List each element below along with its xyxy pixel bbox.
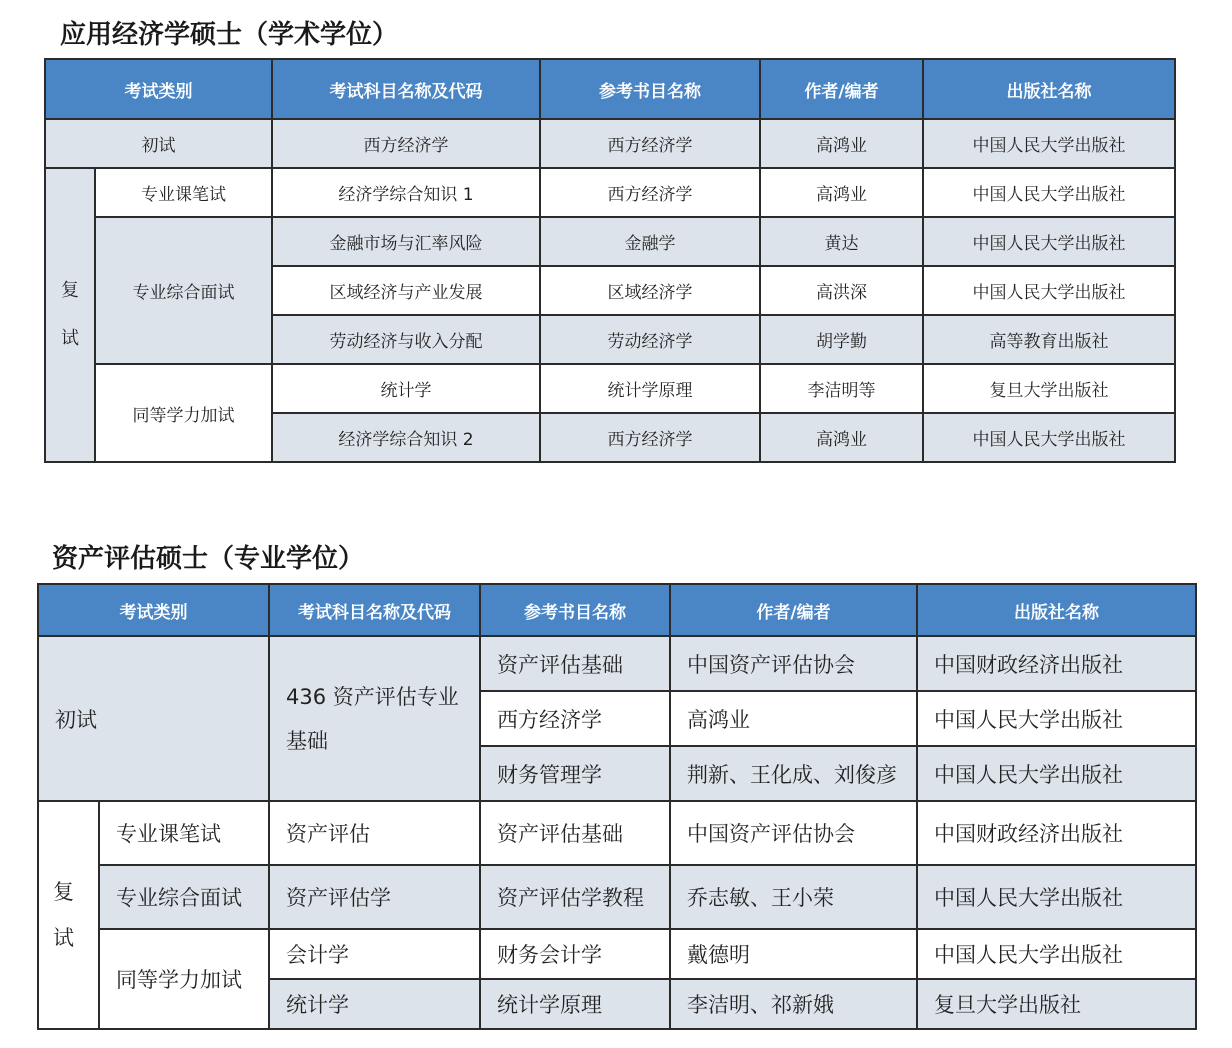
subcategory-cell: 专业课笔试 bbox=[99, 801, 269, 865]
fushi-label-bottom: 试 bbox=[53, 926, 74, 950]
header-author: 作者/编者 bbox=[670, 584, 917, 636]
table-row bbox=[45, 364, 1175, 413]
author-cell: 高洪深 bbox=[760, 266, 923, 315]
table-row bbox=[45, 217, 1175, 266]
subject-line: 436 资产评估专业 bbox=[286, 684, 459, 709]
table-header-row bbox=[45, 59, 1175, 119]
publisher-cell: 中国财政经济出版社 bbox=[917, 636, 1196, 691]
author-cell: 乔志敏、王小荣 bbox=[670, 865, 917, 929]
header-category: 考试类别 bbox=[38, 584, 269, 636]
header-subject: 考试科目名称及代码 bbox=[269, 584, 480, 636]
subject-cell: 统计学 bbox=[269, 979, 480, 1029]
author-cell: 戴德明 bbox=[670, 929, 917, 979]
table-row bbox=[38, 929, 1196, 979]
table-row bbox=[45, 168, 1175, 217]
fushi-label-bottom: 试 bbox=[61, 328, 79, 349]
publisher-cell: 中国人民大学出版社 bbox=[917, 746, 1196, 801]
publisher-cell: 中国人民大学出版社 bbox=[923, 168, 1175, 217]
publisher-cell: 复旦大学出版社 bbox=[923, 364, 1175, 413]
subject-cell: 会计学 bbox=[269, 929, 480, 979]
book-cell: 财务会计学 bbox=[480, 929, 670, 979]
fushi-category-cell bbox=[45, 168, 95, 462]
subject-line: 基础 bbox=[286, 728, 328, 753]
table-row bbox=[38, 865, 1196, 929]
publisher-cell: 复旦大学出版社 bbox=[917, 979, 1196, 1029]
subcategory-cell: 专业综合面试 bbox=[95, 217, 272, 364]
book-cell: 西方经济学 bbox=[540, 119, 760, 168]
book-cell: 金融学 bbox=[540, 217, 760, 266]
subject-cell: 西方经济学 bbox=[272, 119, 540, 168]
header-publisher: 出版社名称 bbox=[917, 584, 1196, 636]
subject-cell: 统计学 bbox=[272, 364, 540, 413]
category-cell: 初试 bbox=[45, 119, 272, 168]
book-cell: 财务管理学 bbox=[480, 746, 670, 801]
publisher-cell: 高等教育出版社 bbox=[923, 315, 1175, 364]
book-cell: 西方经济学 bbox=[540, 168, 760, 217]
fushi-category-cell bbox=[38, 801, 99, 1029]
section-title-professional: 资产评估硕士（专业学位） bbox=[52, 544, 365, 574]
subject-cell: 经济学综合知识 1 bbox=[272, 168, 540, 217]
section-title-academic: 应用经济学硕士（学术学位） bbox=[60, 20, 399, 50]
author-cell: 李洁明、祁新娥 bbox=[670, 979, 917, 1029]
category-cell: 初试 bbox=[38, 636, 269, 801]
header-category: 考试类别 bbox=[45, 59, 272, 119]
publisher-cell: 中国财政经济出版社 bbox=[917, 801, 1196, 865]
publisher-cell: 中国人民大学出版社 bbox=[923, 119, 1175, 168]
publisher-cell: 中国人民大学出版社 bbox=[917, 865, 1196, 929]
author-cell: 中国资产评估协会 bbox=[670, 636, 917, 691]
book-cell: 区域经济学 bbox=[540, 266, 760, 315]
professional-exam-table bbox=[37, 583, 1197, 1030]
book-cell: 西方经济学 bbox=[540, 413, 760, 462]
author-cell: 高鸿业 bbox=[760, 119, 923, 168]
publisher-cell: 中国人民大学出版社 bbox=[923, 217, 1175, 266]
subcategory-cell: 同等学力加试 bbox=[95, 364, 272, 462]
subject-cell: 区域经济与产业发展 bbox=[272, 266, 540, 315]
header-book: 参考书目名称 bbox=[540, 59, 760, 119]
subject-cell: 劳动经济与收入分配 bbox=[272, 315, 540, 364]
author-cell: 中国资产评估协会 bbox=[670, 801, 917, 865]
academic-exam-table bbox=[44, 58, 1176, 463]
table-row bbox=[38, 636, 1196, 691]
table-row bbox=[38, 801, 1196, 865]
author-cell: 黄达 bbox=[760, 217, 923, 266]
publisher-cell: 中国人民大学出版社 bbox=[923, 413, 1175, 462]
fushi-label-top: 复 bbox=[53, 880, 74, 904]
book-cell: 劳动经济学 bbox=[540, 315, 760, 364]
header-subject: 考试科目名称及代码 bbox=[272, 59, 540, 119]
author-cell: 李洁明等 bbox=[760, 364, 923, 413]
subject-cell: 金融市场与汇率风险 bbox=[272, 217, 540, 266]
subcategory-cell: 专业综合面试 bbox=[99, 865, 269, 929]
publisher-cell: 中国人民大学出版社 bbox=[917, 691, 1196, 746]
subcategory-cell: 专业课笔试 bbox=[95, 168, 272, 217]
publisher-cell: 中国人民大学出版社 bbox=[923, 266, 1175, 315]
author-cell: 高鸿业 bbox=[760, 413, 923, 462]
subject-cell: 资产评估学 bbox=[269, 865, 480, 929]
author-cell: 高鸿业 bbox=[670, 691, 917, 746]
fushi-label-top: 复 bbox=[61, 280, 79, 301]
author-cell: 胡学勤 bbox=[760, 315, 923, 364]
header-book: 参考书目名称 bbox=[480, 584, 670, 636]
header-author: 作者/编者 bbox=[760, 59, 923, 119]
author-cell: 荆新、王化成、刘俊彦 bbox=[670, 746, 917, 801]
table-row bbox=[45, 119, 1175, 168]
book-cell: 统计学原理 bbox=[540, 364, 760, 413]
subject-cell: 经济学综合知识 2 bbox=[272, 413, 540, 462]
publisher-cell: 中国人民大学出版社 bbox=[917, 929, 1196, 979]
subject-cell bbox=[269, 636, 480, 801]
book-cell: 西方经济学 bbox=[480, 691, 670, 746]
book-cell: 资产评估基础 bbox=[480, 801, 670, 865]
header-publisher: 出版社名称 bbox=[923, 59, 1175, 119]
book-cell: 资产评估基础 bbox=[480, 636, 670, 691]
table-header-row bbox=[38, 584, 1196, 636]
book-cell: 统计学原理 bbox=[480, 979, 670, 1029]
subject-cell: 资产评估 bbox=[269, 801, 480, 865]
subcategory-cell: 同等学力加试 bbox=[99, 929, 269, 1029]
author-cell: 高鸿业 bbox=[760, 168, 923, 217]
book-cell: 资产评估学教程 bbox=[480, 865, 670, 929]
